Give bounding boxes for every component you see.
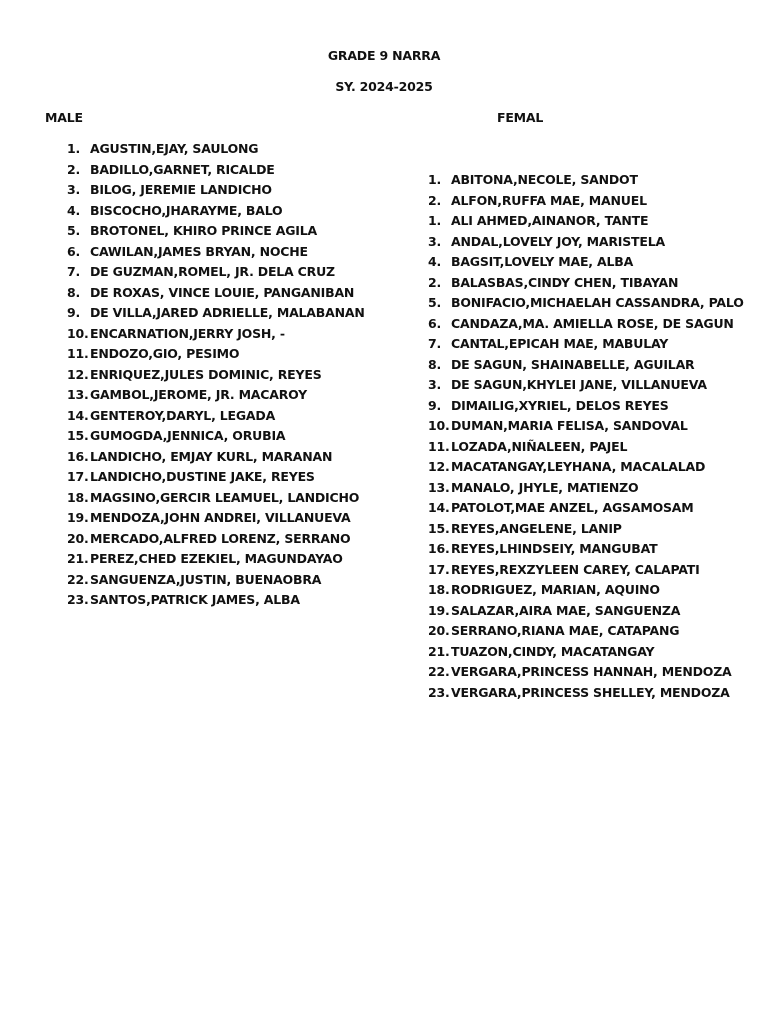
student-name: MAGSINO,GERCIR LEAMUEL, LANDICHO bbox=[90, 489, 360, 505]
row-number: 6. bbox=[67, 243, 81, 259]
student-name: SALAZAR,AIRA MAE, SANGUENZA bbox=[451, 602, 681, 618]
student-name: ALI AHMED,AINANOR, TANTE bbox=[451, 213, 649, 228]
student-name: SERRANO,RIANA MAE, CATAPANG bbox=[451, 623, 680, 638]
student-name: DE VILLA,JARED ADRIELLE, MALABANAN bbox=[90, 305, 365, 320]
male-student-row bbox=[67, 181, 365, 202]
row-number: 12. bbox=[67, 366, 89, 382]
student-name: MERCADO,ALFRED LORENZ, SERRANO bbox=[90, 530, 351, 546]
female-student-row bbox=[428, 335, 744, 356]
row-number: 19. bbox=[428, 602, 450, 618]
female-heading: FEMAL bbox=[497, 110, 544, 125]
student-name: SANTOS,PATRICK JAMES, ALBA bbox=[90, 592, 300, 607]
row-number: 1. bbox=[428, 213, 442, 228]
female-student-row bbox=[428, 643, 744, 664]
student-name: LANDICHO, EMJAY KURL, MARANAN bbox=[90, 448, 333, 464]
female-student-row bbox=[428, 315, 744, 336]
student-name: REYES,ANGELENE, LANIP bbox=[451, 520, 622, 536]
male-student-row bbox=[67, 427, 365, 448]
student-name: BISCOCHO,JHARAYME, BALO bbox=[90, 202, 283, 218]
student-name: AGUSTIN,EJAY, SAULONG bbox=[90, 141, 259, 156]
female-student-row bbox=[428, 212, 744, 233]
student-name: BADILLO,GARNET, RICALDE bbox=[90, 161, 275, 177]
row-number: 20. bbox=[428, 623, 450, 638]
row-number: 22. bbox=[67, 571, 89, 587]
student-name: MANALO, JHYLE, MATIENZO bbox=[451, 479, 639, 495]
row-number: 19. bbox=[67, 510, 89, 525]
female-student-row bbox=[428, 171, 744, 192]
row-number: 16. bbox=[428, 541, 450, 556]
male-student-row bbox=[67, 202, 365, 223]
school-year: SY. 2024-2025 bbox=[335, 79, 433, 94]
row-number: 22. bbox=[428, 664, 450, 679]
student-name: VERGARA,PRINCESS HANNAH, MENDOZA bbox=[451, 664, 732, 679]
row-number: 1. bbox=[67, 141, 81, 156]
row-number: 10. bbox=[428, 418, 450, 433]
row-number: 4. bbox=[428, 254, 442, 269]
row-number: 2. bbox=[428, 192, 442, 208]
row-number: 17. bbox=[428, 561, 450, 577]
student-name: ANDAL,LOVELY JOY, MARISTELA bbox=[451, 233, 665, 249]
male-student-row bbox=[67, 284, 365, 305]
row-number: 13. bbox=[428, 479, 450, 495]
male-student-row bbox=[67, 509, 365, 530]
male-heading: MALE bbox=[45, 110, 83, 125]
student-name: DIMAILIG,XYRIEL, DELOS REYES bbox=[451, 397, 669, 413]
row-number: 1. bbox=[428, 172, 442, 187]
row-number: 14. bbox=[428, 500, 450, 515]
row-number: 15. bbox=[428, 520, 450, 536]
row-number: 18. bbox=[428, 582, 450, 597]
row-number: 2. bbox=[67, 161, 81, 177]
student-name: ENDOZO,GIO, PESIMO bbox=[90, 346, 240, 361]
female-student-row bbox=[428, 438, 744, 459]
student-name: PATOLOT,MAE ANZEL, AGSAMOSAM bbox=[451, 500, 694, 515]
student-name: ENCARNATION,JERRY JOSH, - bbox=[90, 325, 285, 341]
row-number: 16. bbox=[67, 448, 89, 464]
student-name: DE SAGUN,KHYLEI JANE, VILLANUEVA bbox=[451, 377, 707, 392]
row-number: 23. bbox=[67, 592, 89, 607]
female-student-row bbox=[428, 499, 744, 520]
student-name: GAMBOL,JEROME, JR. MACAROY bbox=[90, 387, 307, 402]
row-number: 3. bbox=[67, 182, 81, 197]
female-student-row bbox=[428, 520, 744, 541]
male-student-row bbox=[67, 591, 365, 612]
female-student-list bbox=[428, 171, 744, 704]
student-name: GUMOGDA,JENNICA, ORUBIA bbox=[90, 428, 286, 443]
row-number: 20. bbox=[67, 530, 89, 546]
female-student-row bbox=[428, 397, 744, 418]
student-name: DE ROXAS, VINCE LOUIE, PANGANIBAN bbox=[90, 284, 355, 300]
female-student-row bbox=[428, 356, 744, 377]
female-student-row bbox=[428, 192, 744, 213]
female-student-row bbox=[428, 253, 744, 274]
male-student-row bbox=[67, 263, 365, 284]
student-name: ENRIQUEZ,JULES DOMINIC, REYES bbox=[90, 366, 322, 382]
female-student-row bbox=[428, 274, 744, 295]
student-name: PEREZ,CHED EZEKIEL, MAGUNDAYAO bbox=[90, 551, 343, 566]
male-student-row bbox=[67, 386, 365, 407]
row-number: 10. bbox=[67, 325, 89, 341]
row-number: 13. bbox=[67, 387, 89, 402]
male-student-row bbox=[67, 530, 365, 551]
female-student-row bbox=[428, 561, 744, 582]
row-number: 12. bbox=[428, 459, 450, 474]
male-student-row bbox=[67, 243, 365, 264]
student-name: MENDOZA,JOHN ANDREI, VILLANUEVA bbox=[90, 510, 351, 525]
female-student-row bbox=[428, 602, 744, 623]
female-student-row bbox=[428, 581, 744, 602]
row-number: 21. bbox=[67, 551, 89, 566]
row-number: 23. bbox=[428, 684, 450, 700]
row-number: 11. bbox=[428, 438, 450, 454]
student-name: DE SAGUN, SHAINABELLE, AGUILAR bbox=[451, 356, 695, 372]
student-name: CANDAZA,MA. AMIELLA ROSE, DE SAGUN bbox=[451, 315, 734, 331]
student-name: RODRIGUEZ, MARIAN, AQUINO bbox=[451, 582, 660, 597]
female-student-row bbox=[428, 540, 744, 561]
document-title: GRADE 9 NARRA bbox=[327, 48, 441, 63]
female-student-row bbox=[428, 294, 744, 315]
male-student-row bbox=[67, 345, 365, 366]
row-number: 3. bbox=[428, 233, 442, 249]
row-number: 8. bbox=[428, 356, 442, 372]
row-number: 9. bbox=[67, 305, 81, 320]
female-student-row bbox=[428, 622, 744, 643]
male-student-row bbox=[67, 325, 365, 346]
row-number: 9. bbox=[428, 397, 442, 413]
row-number: 14. bbox=[67, 407, 89, 423]
male-student-row bbox=[67, 571, 365, 592]
student-name: MACATANGAY,LEYHANA, MACALALAD bbox=[451, 459, 706, 474]
female-student-row bbox=[428, 479, 744, 500]
row-number: 21. bbox=[428, 643, 450, 659]
row-number: 2. bbox=[428, 274, 442, 290]
row-number: 11. bbox=[67, 346, 89, 361]
student-name: BALASBAS,CINDY CHEN, TIBAYAN bbox=[451, 274, 679, 290]
student-name: VERGARA,PRINCESS SHELLEY, MENDOZA bbox=[451, 684, 730, 700]
student-name: BONIFACIO,MICHAELAH CASSANDRA, PALO bbox=[451, 295, 744, 310]
student-name: BAGSIT,LOVELY MAE, ALBA bbox=[451, 254, 634, 269]
student-name: REYES,REXZYLEEN CAREY, CALAPATI bbox=[451, 561, 700, 577]
row-number: 6. bbox=[428, 315, 442, 331]
male-student-row bbox=[67, 366, 365, 387]
male-student-row bbox=[67, 448, 365, 469]
student-name: DE GUZMAN,ROMEL, JR. DELA CRUZ bbox=[90, 264, 335, 279]
student-name: ABITONA,NECOLE, SANDOT bbox=[451, 172, 638, 187]
student-name: GENTEROY,DARYL, LEGADA bbox=[90, 407, 276, 423]
student-name: TUAZON,CINDY, MACATANGAY bbox=[451, 643, 655, 659]
male-student-row bbox=[67, 140, 365, 161]
male-student-row bbox=[67, 161, 365, 182]
student-name: BROTONEL, KHIRO PRINCE AGILA bbox=[90, 223, 317, 238]
row-number: 3. bbox=[428, 377, 442, 392]
male-student-row bbox=[67, 550, 365, 571]
male-student-row bbox=[67, 304, 365, 325]
student-name: BILOG, JEREMIE LANDICHO bbox=[90, 182, 272, 197]
student-name: SANGUENZA,JUSTIN, BUENAOBRA bbox=[90, 571, 322, 587]
student-name: DUMAN,MARIA FELISA, SANDOVAL bbox=[451, 418, 688, 433]
female-student-row bbox=[428, 417, 744, 438]
female-student-row bbox=[428, 663, 744, 684]
female-student-row bbox=[428, 458, 744, 479]
male-student-row bbox=[67, 407, 365, 428]
row-number: 5. bbox=[67, 223, 81, 238]
row-number: 7. bbox=[428, 336, 442, 351]
row-number: 15. bbox=[67, 428, 89, 443]
row-number: 5. bbox=[428, 295, 442, 310]
male-student-row bbox=[67, 468, 365, 489]
row-number: 7. bbox=[67, 264, 81, 279]
student-name: CAWILAN,JAMES BRYAN, NOCHE bbox=[90, 243, 308, 259]
row-number: 8. bbox=[67, 284, 81, 300]
row-number: 18. bbox=[67, 489, 89, 505]
student-name: REYES,LHINDSEIY, MANGUBAT bbox=[451, 541, 658, 556]
student-name: LOZADA,NIÑALEEN, PAJEL bbox=[451, 438, 628, 454]
female-student-row bbox=[428, 233, 744, 254]
female-student-row bbox=[428, 684, 744, 705]
male-student-list bbox=[67, 140, 365, 612]
male-student-row bbox=[67, 222, 365, 243]
student-name: ALFON,RUFFA MAE, MANUEL bbox=[451, 192, 647, 208]
male-student-row bbox=[67, 489, 365, 510]
student-name: CANTAL,EPICAH MAE, MABULAY bbox=[451, 336, 669, 351]
female-student-row bbox=[428, 376, 744, 397]
student-name: LANDICHO,DUSTINE JAKE, REYES bbox=[90, 469, 315, 484]
row-number: 17. bbox=[67, 469, 89, 484]
row-number: 4. bbox=[67, 202, 81, 218]
